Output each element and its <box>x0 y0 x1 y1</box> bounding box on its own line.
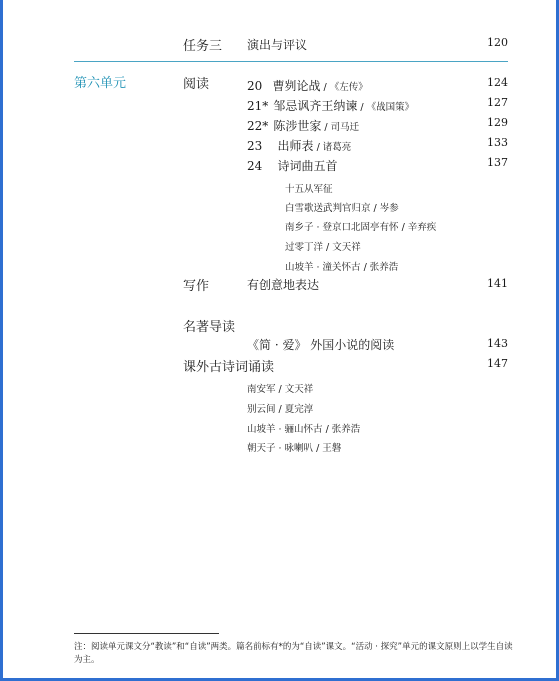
poem-author: / 辛弃疾 <box>398 222 437 233</box>
lesson-number: 23 <box>247 139 263 153</box>
reading-section-label: 阅读 <box>183 77 210 92</box>
extra-poem-title: 别云间 <box>247 404 276 415</box>
lesson-title: 诗词曲五首 <box>277 159 338 173</box>
lesson-number: 24 <box>247 159 263 173</box>
poem-title: 白雪歌送武判官归京 <box>285 203 371 214</box>
classics-section-label: 名著导读 <box>183 320 236 335</box>
extra-poem-author: / 夏完淳 <box>275 404 314 415</box>
lesson-number: 22* <box>247 119 269 133</box>
writing-page: 141 <box>487 277 508 290</box>
lesson-title: 出师表 <box>277 139 314 153</box>
lesson-item[interactable] <box>247 115 359 134</box>
lesson-item[interactable] <box>247 135 351 154</box>
extra-poem-item[interactable] <box>247 377 313 396</box>
lesson-page: 137 <box>487 156 508 169</box>
task-three-label: 任务三 <box>183 39 223 54</box>
extra-poems-section-label: 课外古诗词诵读 <box>183 360 275 375</box>
lesson-item[interactable] <box>247 75 368 94</box>
lesson-title: 陈涉世家 <box>273 119 322 133</box>
extra-poem-author: / 文天祥 <box>275 384 314 395</box>
poem-author: / 岑参 <box>370 203 399 214</box>
lesson-page: 133 <box>487 136 508 149</box>
unit-six-label: 第六单元 <box>74 76 127 91</box>
poem-author: / 张养浩 <box>360 262 399 273</box>
poem-item[interactable] <box>285 255 398 274</box>
extra-poems-page: 147 <box>487 357 508 370</box>
poem-item[interactable] <box>285 215 436 234</box>
footnote: 注：阅读单元课文分“教读”和“自读”两类。篇名前标有*的为“自读”课文。“活动 · 探究”单元的课文原则上以学生自读为主。 <box>74 642 513 665</box>
extra-poem-title: 南安军 <box>247 384 276 395</box>
writing-title[interactable]: 有创意地表达 <box>247 278 320 292</box>
lesson-page: 124 <box>487 76 508 89</box>
extra-poem-author: / 张养浩 <box>322 424 361 435</box>
lesson-title: 曹刿论战 <box>272 79 321 93</box>
poem-item[interactable] <box>285 235 361 254</box>
lesson-number: 20 <box>247 79 263 93</box>
extra-poem-item[interactable] <box>247 436 341 455</box>
classics-title[interactable]: 《简 · 爱》 外国小说的阅读 <box>247 338 395 352</box>
task-three-page: 120 <box>487 36 508 49</box>
extra-poem-title: 朝天子 · 咏喇叭 <box>247 443 314 454</box>
lesson-page: 129 <box>487 116 508 129</box>
lesson-author: / 《战国策》 <box>357 102 415 113</box>
lesson-number: 21* <box>247 99 269 113</box>
poem-author: / 文天祥 <box>323 242 361 253</box>
lesson-page: 127 <box>487 96 508 109</box>
poem-title: 十五从军征 <box>285 184 333 195</box>
extra-poem-item[interactable] <box>247 417 360 436</box>
lesson-author: / 《左传》 <box>320 82 368 93</box>
lesson-author: / 诸葛亮 <box>313 142 352 153</box>
lesson-title: 邹忌讽齐王纳谏 <box>273 99 358 113</box>
lesson-item[interactable] <box>247 95 414 114</box>
lesson-item[interactable] <box>247 155 338 174</box>
extra-poem-item[interactable] <box>247 397 313 416</box>
lesson-author: / 司马迁 <box>321 122 360 133</box>
poem-item[interactable] <box>285 196 399 215</box>
task-three-title: 演出与评议 <box>247 38 308 52</box>
unit-divider <box>74 61 508 62</box>
writing-section-label: 写作 <box>183 279 210 294</box>
poem-title: 过零丁洋 <box>285 242 324 253</box>
poem-title: 南乡子 · 登京口北固亭有怀 <box>285 222 399 233</box>
poem-item[interactable] <box>285 177 333 196</box>
extra-poem-title: 山坡羊 · 骊山怀古 <box>247 424 323 435</box>
poem-title: 山坡羊 · 潼关怀古 <box>285 262 361 273</box>
footnote-rule <box>74 633 219 634</box>
classics-page: 143 <box>487 337 508 350</box>
extra-poem-author: / 王磐 <box>313 443 342 454</box>
